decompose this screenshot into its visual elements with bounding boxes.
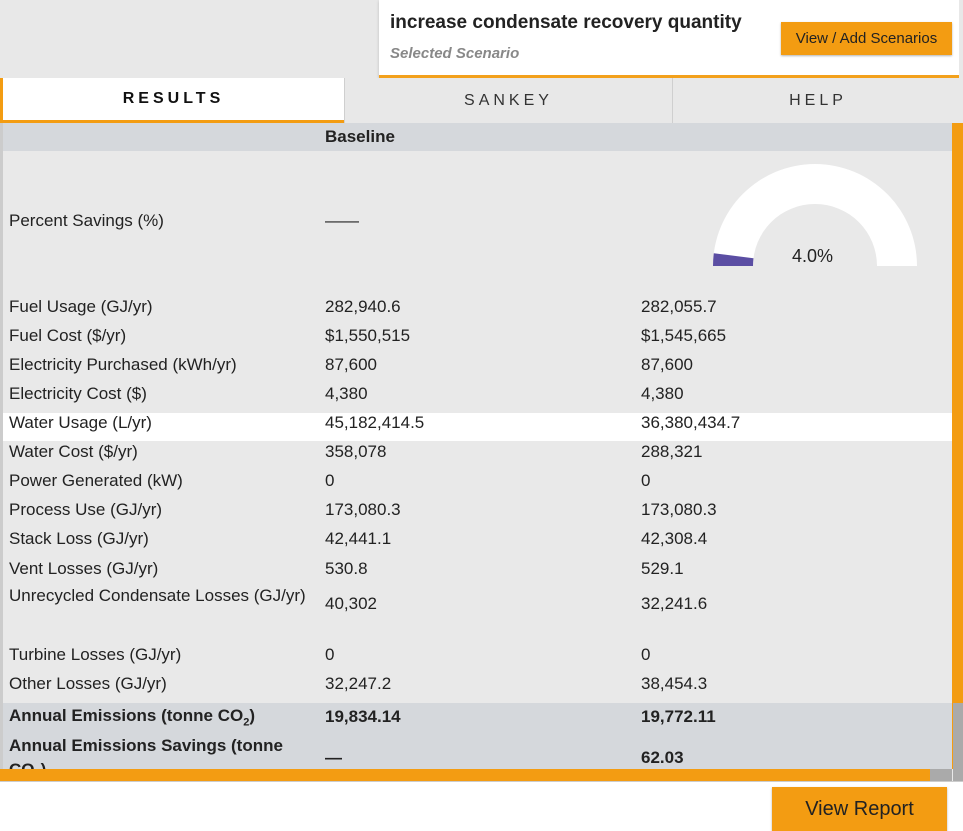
row-baseline-value: 4,380 (325, 384, 368, 403)
row-label: Process Use (GJ/yr) (9, 500, 163, 519)
row-modification-value: 42,308.4 (641, 529, 708, 548)
row-label: Unrecycled Condensate Losses (GJ/yr) (9, 586, 306, 605)
scenario-name: increase condensate recovery quantity (390, 12, 742, 33)
panel-right-accent (952, 123, 963, 769)
annual-emissions-savings-modification: 62.03 (641, 748, 684, 767)
row-baseline-value: 0 (325, 471, 335, 490)
row-label: Vent Losses (GJ/yr) (9, 559, 159, 578)
gauge-value: 4.0% (792, 246, 834, 266)
row-modification-value: 173,080.3 (641, 500, 717, 519)
row-label: Electricity Purchased (kWh/yr) (9, 355, 237, 374)
row-label: Water Cost ($/yr) (9, 442, 138, 461)
row-baseline-value: 42,441.1 (325, 529, 392, 548)
tab-results[interactable]: RESULTS (0, 78, 344, 123)
annual-emissions-label: Annual Emissions (tonne $CO_2$) (9, 706, 256, 729)
row-baseline-value: 40,302 (325, 594, 377, 613)
row-label: Other Losses (GJ/yr) (9, 674, 167, 693)
row-modification-value: 282,055.7 (641, 297, 717, 316)
row-modification-value: 32,241.6 (641, 594, 708, 613)
view-add-wrapper (770, 0, 959, 78)
row-baseline-value: 45,182,414.5 (325, 413, 425, 432)
row-baseline-value: $1,550,515 (325, 326, 411, 345)
view-add-scenarios-button[interactable]: View / Add Scenarios (781, 22, 952, 55)
top-right-spacer (959, 0, 963, 78)
row-modification-value: 4,380 (641, 384, 684, 403)
row-modification-value: 36,380,434.7 (641, 413, 741, 432)
row-label: Stack Loss (GJ/yr) (9, 529, 149, 548)
row-baseline-value: 0 (325, 645, 335, 664)
selected-scenario-box (379, 0, 770, 78)
tab-sankey[interactable]: SANKEY (344, 78, 672, 123)
panel-left-edge (0, 123, 3, 781)
horizontal-scrollbar[interactable] (930, 769, 952, 781)
row-modification-value: 288,321 (641, 442, 703, 461)
row-modification-value: $1,545,665 (641, 326, 727, 345)
scrollbar-thumb[interactable] (953, 703, 963, 781)
results-panel (0, 123, 963, 781)
row-baseline-value: 530.8 (325, 559, 368, 578)
baseline-header: Baseline (325, 127, 395, 146)
row-baseline-value: 32,247.2 (325, 674, 392, 693)
row-label: Fuel Cost ($/yr) (9, 326, 127, 345)
row-label: Fuel Usage (GJ/yr) (9, 297, 153, 316)
row-modification-value: 38,454.3 (641, 674, 708, 693)
percent-savings-label: Percent Savings (%) (9, 211, 164, 230)
row-modification-value: 0 (641, 471, 651, 490)
scenario-subtitle: Selected Scenario (390, 45, 520, 62)
results-header-row (3, 123, 952, 151)
annual-emissions-baseline: 19,834.14 (325, 707, 401, 726)
row-label: Power Generated (kW) (9, 471, 183, 490)
row-baseline-value: 87,600 (325, 355, 377, 374)
top-spacer (0, 0, 379, 78)
percent-savings-baseline: —— (325, 211, 359, 230)
annual-emissions-savings-label: Annual Emissions Savings (tonne (9, 736, 283, 755)
view-report-button[interactable]: View Report (772, 787, 947, 831)
panel-bottom-accent (0, 769, 930, 781)
row-baseline-value: 173,080.3 (325, 500, 401, 519)
row-baseline-value: 358,078 (325, 442, 387, 461)
divider (0, 781, 963, 782)
row-modification-value: 529.1 (641, 559, 684, 578)
row-modification-value: 0 (641, 645, 651, 664)
tab-bar (0, 78, 963, 123)
row-label: Electricity Cost ($) (9, 384, 147, 403)
annual-emissions-savings-baseline: — (325, 748, 342, 767)
tab-help[interactable]: HELP (672, 78, 963, 123)
row-baseline-value: 282,940.6 (325, 297, 401, 316)
annual-emissions-modification: 19,772.11 (641, 707, 716, 726)
row-label: Water Usage (L/yr) (9, 413, 152, 432)
row-label: Turbine Losses (GJ/yr) (9, 645, 182, 664)
row-modification-value: 87,600 (641, 355, 693, 374)
